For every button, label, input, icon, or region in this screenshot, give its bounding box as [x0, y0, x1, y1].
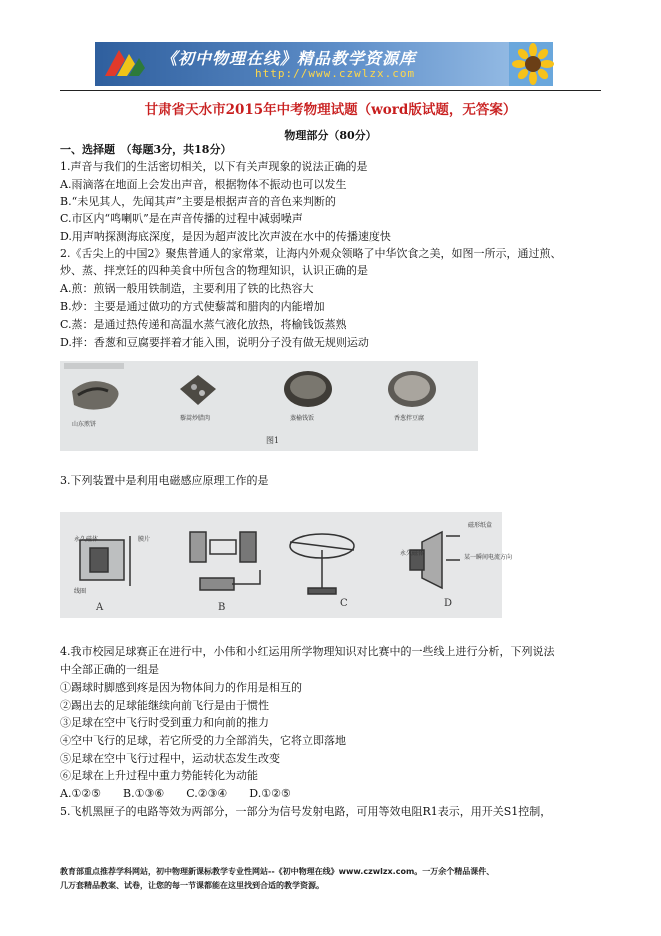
footer-line-1: 教育部重点推荐学科网站，初中物理新课标教学专业性网站--《初中物理在线》www.czwlzx.com。一万余个精品课件、 [60, 867, 495, 876]
q5-stem: 5.飞机黑匣子的电路等效为两部分，一部分为信号发射电路，可用等效电阻R1表示，用开关S1控制， [60, 805, 552, 818]
fig2-option-b-label: B [218, 602, 226, 613]
fig2-option-c-label: C [340, 598, 348, 609]
fig2-option-a-label: A [96, 602, 104, 613]
fig1-label-rice: 蒸榆钱饭 [290, 415, 315, 422]
q4-item-4: ④空中飞行的足球，若它所受的力全部消失，它将立即落地 [60, 734, 346, 747]
banner-url[interactable]: http://www.czwlzx.com [255, 67, 416, 80]
device-d-speaker [410, 532, 460, 588]
fig2-option-d-label: D [444, 598, 453, 609]
sunflower-icon [509, 42, 553, 86]
q2-option-d: D.拌：香葱和豆腐要拌着才能入围，说明分子没有做无规则运动 [60, 336, 369, 349]
document-title: 甘肃省天水市2015年中考物理试题（word版试题，无答案） [144, 102, 517, 118]
q2-stem-line1: 2.《舌尖上的中国2》聚焦普通人的家常菜，让海内外观众领略了中华饮食之美，如图一所示，通过煎、 [60, 247, 562, 260]
section-title: 一、选择题 （每题3分，共18分） [60, 143, 232, 156]
header-banner [95, 42, 553, 86]
fig2-note-magnet-a: 永久磁体 [74, 536, 99, 543]
fig1-label-tofu: 香葱拌豆腐 [394, 415, 425, 422]
device-b-motor [190, 532, 260, 590]
device-illustrations [60, 512, 502, 618]
pancake-image [72, 381, 119, 409]
figure-1-food [60, 361, 478, 451]
q4-item-6: ⑥足球在上升过程中重力势能转化为动能 [60, 769, 258, 782]
header-divider [60, 90, 601, 91]
q1-option-c: C.市区内“鸣喇叭”是在声音传播的过程中减弱噪声 [60, 212, 303, 225]
tofu-image [388, 371, 436, 407]
q2-stem-line2: 炒、蒸、拌烹饪的四种美食中所包含的物理知识，认识正确的是 [60, 264, 368, 277]
q4-item-3: ③足球在空中飞行时受到重力和向前的推力 [60, 716, 269, 729]
site-logo-icon [101, 46, 147, 82]
q4-item-1: ①踢球时脚感到疼是因为物体间力的作用是相互的 [60, 681, 302, 694]
q4-choices: A.①②⑤ B.①③⑥ C.②③④ D.①②⑤ [60, 787, 291, 800]
device-c-compass [290, 534, 354, 594]
fig2-note-diaphragm: 膜片 [138, 536, 151, 543]
q4-item-2: ②踢出去的足球能继续向前飞行是由于惯性 [60, 699, 269, 712]
fig2-note-magnet-d: 永久磁体 [400, 550, 425, 557]
steamed-rice-image [284, 371, 332, 407]
q1-option-a: A.雨滴落在地面上会发出声音，根据物体不振动也可以发生 [60, 178, 347, 191]
fig2-note-current: 某一瞬间电流方向 [464, 554, 513, 561]
fig2-note-coil: 线圈 [74, 588, 87, 595]
device-a-microphone [80, 536, 130, 586]
q2-option-a: A.煎：煎锅一般用铁制造，主要利用了铁的比热容大 [60, 282, 314, 295]
q1-stem: 1.声音与我们的生活密切相关，以下有关声现象的说法正确的是 [60, 160, 368, 173]
fig2-note-cone: 磁形纸盒 [468, 522, 493, 529]
q2-option-b: B.炒：主要是通过做功的方式使藜蒿和腊肉的内能增加 [60, 300, 325, 313]
fig1-label-stirfry: 藜蒿炒腊肉 [180, 415, 211, 422]
q2-option-c: C.蒸：是通过热传递和高温水蒸气液化放热，将榆钱饭蒸熟 [60, 318, 347, 331]
footer-line-2: 几万套精品教案、试卷，让您的每一节课都能在这里找到合适的教学资源。 [60, 881, 324, 890]
q1-option-d: D.用声呐探测海底深度，是因为超声波比次声波在水中的传播速度快 [60, 230, 391, 243]
fig1-caption: 图1 [266, 436, 280, 445]
q1-option-b: B.“未见其人，先闻其声”主要是根据声音的音色来判断的 [60, 195, 336, 208]
figure-q3-devices [60, 512, 513, 618]
q3-stem: 3.下列装置中是利用电磁感应原理工作的是 [60, 474, 269, 487]
banner-title: 《初中物理在线》精品教学资源库 [161, 49, 417, 68]
fig1-label-pancake: 山东煎饼 [72, 421, 97, 428]
q4-stem-line2: 中全部正确的一组是 [60, 663, 159, 676]
part-title: 物理部分（80分） [284, 129, 377, 142]
q4-item-5: ⑤足球在空中飞行过程中，运动状态发生改变 [60, 752, 280, 765]
stirfry-image [180, 375, 216, 405]
q4-stem-line1: 4.我市校园足球赛正在进行中，小伟和小红运用所学物理知识对比赛中的一些线上进行分析，下列说法 [60, 645, 555, 658]
